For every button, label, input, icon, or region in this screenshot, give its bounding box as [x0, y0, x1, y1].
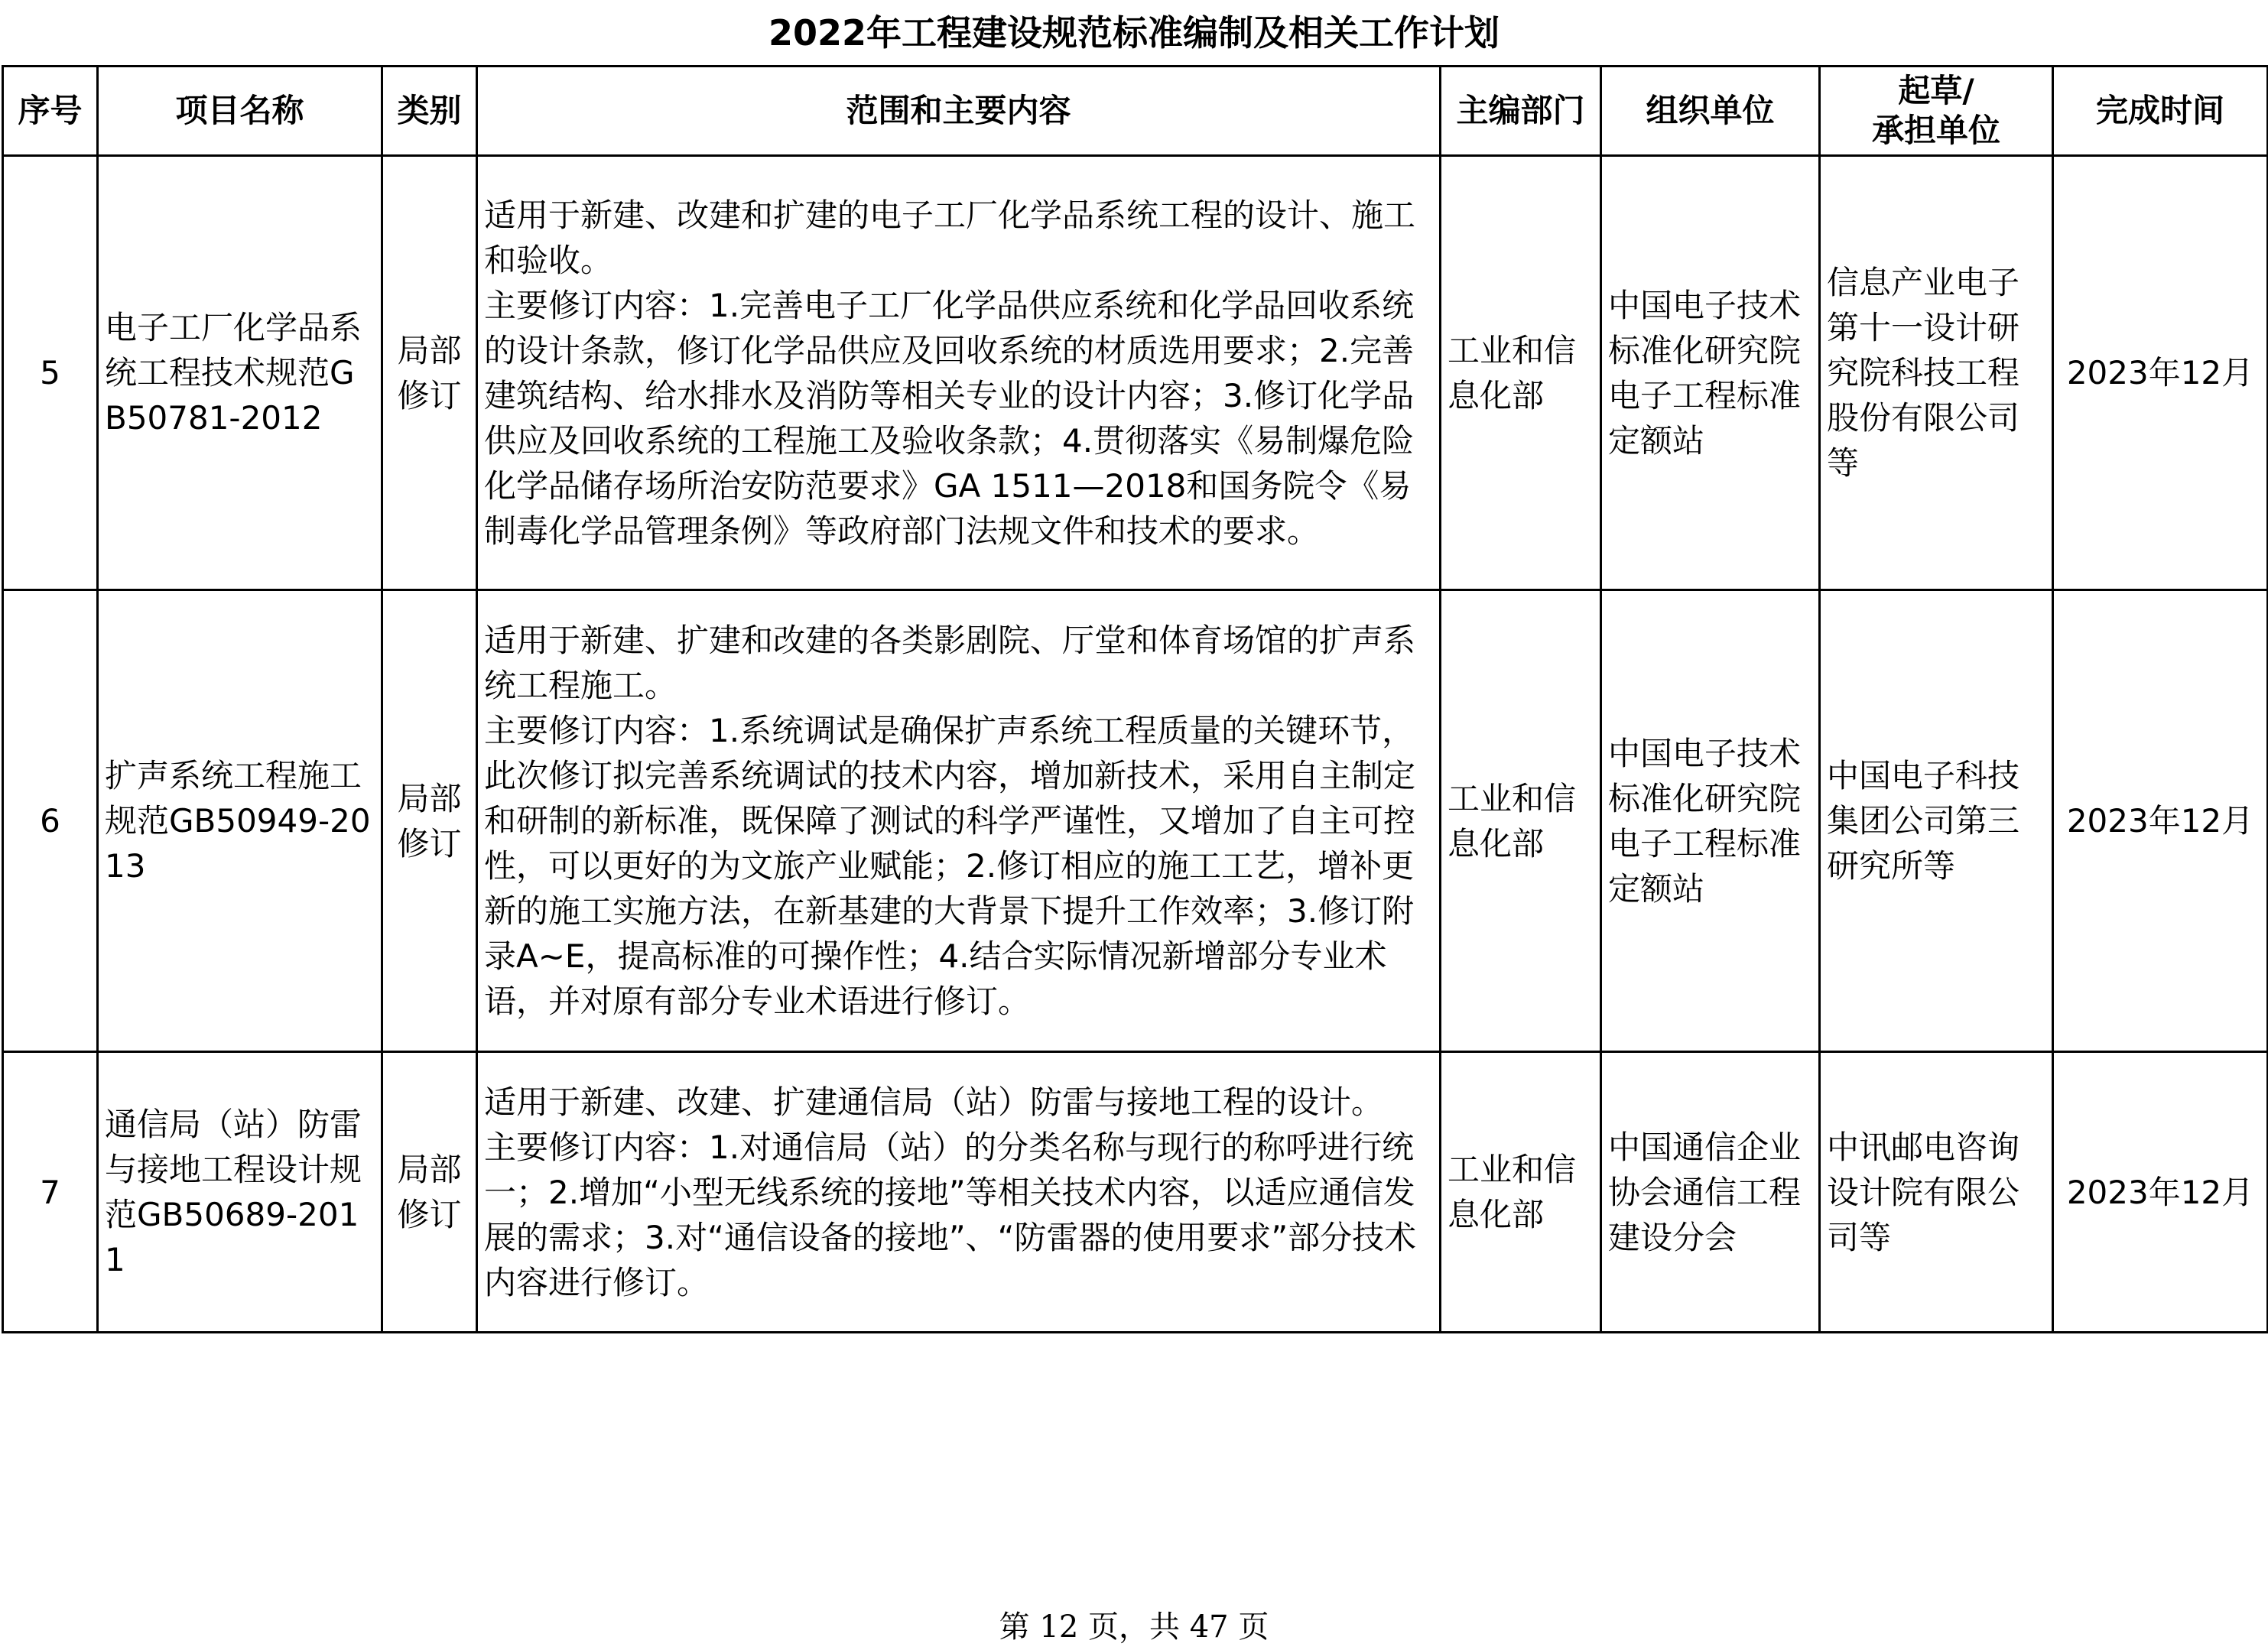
header-drafter-line2: 承担单位: [1871, 112, 2000, 149]
cell-name: 电子工厂化学品系统工程技术规范GB50781-2012: [98, 156, 382, 590]
cell-name: 扩声系统工程施工规范GB50949-2013: [98, 590, 382, 1052]
cell-scope: [477, 590, 1441, 1052]
page-number: 第 12 页，共 47 页: [999, 1609, 1269, 1645]
header-deadline: 完成时间: [2053, 67, 2268, 156]
header-organizer: 组织单位: [1601, 67, 1820, 156]
cell-category: 局部修订: [382, 1052, 477, 1333]
cell-department: 工业和信息化部: [1441, 590, 1601, 1052]
cell-deadline: 2023年12月: [2053, 156, 2268, 590]
work-plan-table: [2, 65, 2268, 1333]
header-no: 序号: [3, 67, 98, 156]
cell-deadline: 2023年12月: [2053, 590, 2268, 1052]
cell-category: 局部修订: [382, 156, 477, 590]
cell-department: 工业和信息化部: [1441, 156, 1601, 590]
cell-deadline: 2023年12月: [2053, 1052, 2268, 1333]
cell-category: 局部修订: [382, 590, 477, 1052]
cell-organizer: 中国电子技术标准化研究院电子工程标准定额站: [1601, 590, 1820, 1052]
cell-no: 5: [3, 156, 98, 590]
table-row: [3, 1052, 2268, 1333]
cell-organizer: 中国通信企业协会通信工程建设分会: [1601, 1052, 1820, 1333]
header-name: 项目名称: [98, 67, 382, 156]
scope-applicable: 适用于新建、改建和扩建的电子工厂化学品系统工程的设计、施工和验收。: [484, 196, 1416, 279]
header-department: 主编部门: [1441, 67, 1601, 156]
table-row: [3, 156, 2268, 590]
cell-scope: [477, 1052, 1441, 1333]
header-category: 类别: [382, 67, 477, 156]
cell-name: 通信局（站）防雷与接地工程设计规范GB50689-2011: [98, 1052, 382, 1333]
scope-applicable: 适用于新建、改建、扩建通信局（站）防雷与接地工程的设计。: [484, 1083, 1384, 1121]
header-drafter-line1: 起草/: [1898, 72, 1974, 109]
cell-scope: [477, 156, 1441, 590]
cell-drafter: 中讯邮电咨询设计院有限公司等: [1820, 1052, 2053, 1333]
cell-no: 7: [3, 1052, 98, 1333]
scope-revision: 主要修订内容：1.完善电子工厂化学品供应系统和化学品回收系统的设计条款，修订化学品供应及回收系统的材质选用要求；2.完善建筑结构、给水排水及消防等相关专业的设计内容；3.修订化学品供应及回收系统的工程施工及验收条款；4.贯彻落实《易制爆危险化学品储存场所治安防范要求》GA 1511—2018和国务院令《易制毒化学品管理条例》等政府部门法规文件和技术的要求。: [484, 286, 1415, 550]
cell-organizer: 中国电子技术标准化研究院电子工程标准定额站: [1601, 156, 1820, 590]
scope-revision: 主要修订内容：1.对通信局（站）的分类名称与现行的称呼进行统一；2.增加“小型无线系统的接地”等相关技术内容，以适应通信发展的需求；3.对“通信设备的接地”、“防雷器的使用要求”部分技术内容进行修订。: [484, 1128, 1417, 1301]
document-title: 2022年工程建设规范标准编制及相关工作计划: [768, 12, 1500, 54]
header-drafter: [1820, 67, 2053, 156]
cell-department: 工业和信息化部: [1441, 1052, 1601, 1333]
scope-applicable: 适用于新建、扩建和改建的各类影剧院、厅堂和体育场馆的扩声系统工程施工。: [484, 622, 1416, 704]
scope-revision: 主要修订内容：1.系统调试是确保扩声系统工程质量的关键环节，此次修订拟完善系统调试的技术内容，增加新技术，采用自主制定和研制的新标准，既保障了测试的科学严谨性，又增加了自主可控性，可以更好的为文旅产业赋能；2.修订相应的施工工艺，增补更新的施工实施方法，在新基建的大背景下提升工作效率；3.修订附录A~E，提高标准的可操作性；4.结合实际情况新增部分专业术语，并对原有部分专业术语进行修订。: [484, 712, 1416, 1020]
header-scope: 范围和主要内容: [477, 67, 1441, 156]
cell-no: 6: [3, 590, 98, 1052]
table-header-row: [3, 67, 2268, 156]
cell-drafter: 信息产业电子第十一设计研究院科技工程股份有限公司等: [1820, 156, 2053, 590]
table-row: [3, 590, 2268, 1052]
cell-drafter: 中国电子科技集团公司第三研究所等: [1820, 590, 2053, 1052]
